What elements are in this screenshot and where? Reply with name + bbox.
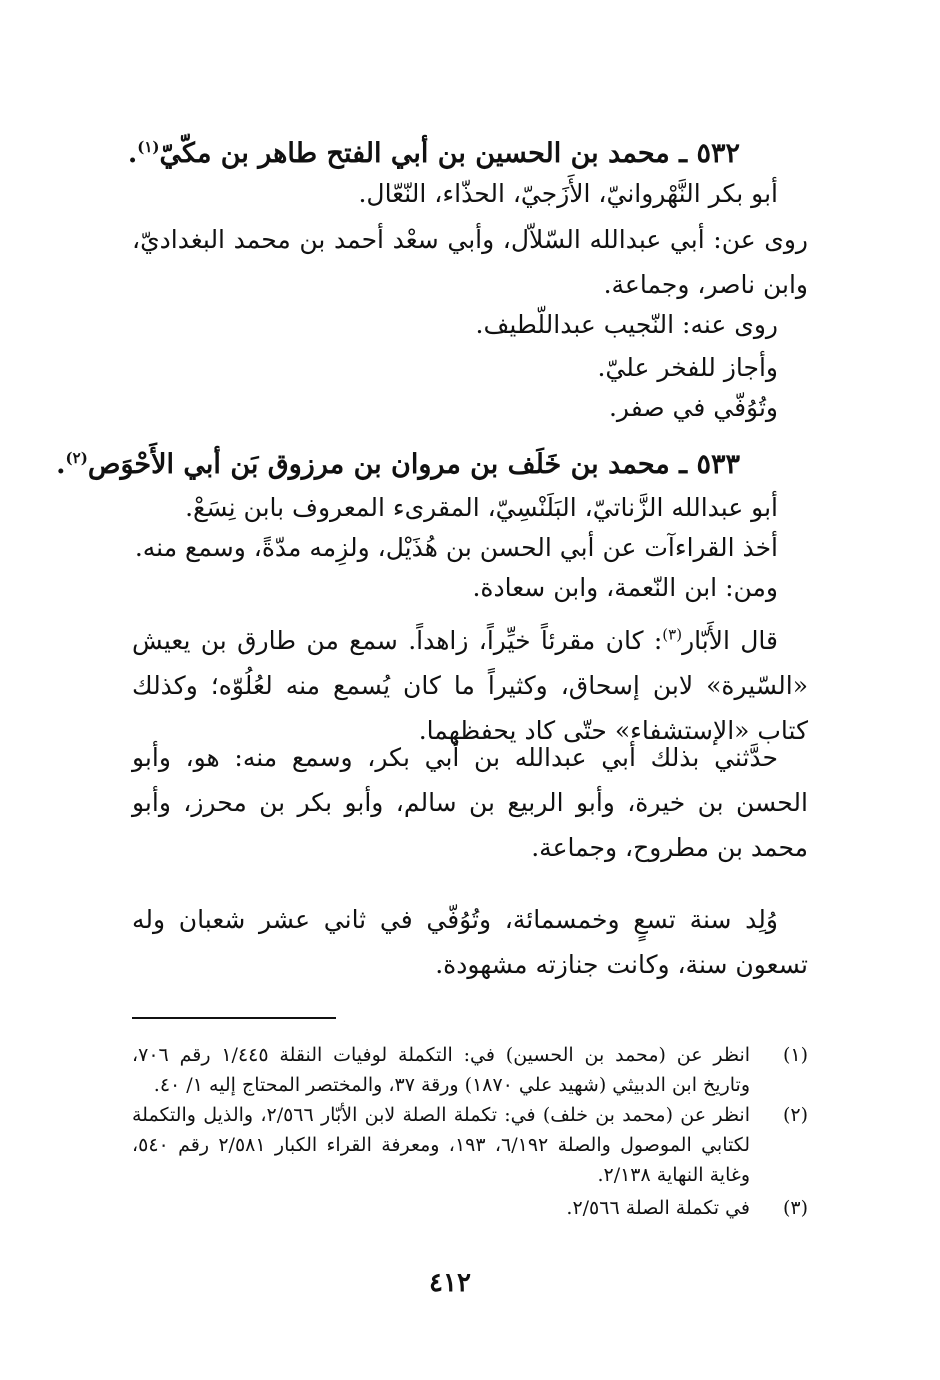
footnote-3: [132, 1193, 808, 1223]
entry-532-narrated-from: روى عن: أبي عبدالله السّلاّل، وأبي سعْد أحمد بن محمد البغداديّ، وابن ناصر، وجماعة.: [132, 225, 808, 299]
abbar-quote-start: قال الأَبّار: [682, 626, 778, 655]
entry-532-heading: [120, 140, 740, 167]
footnote-1-number: (١): [782, 1044, 808, 1066]
footnote-1: [132, 1040, 808, 1100]
footnote-3-text: في تكملة الصلة ٢/٥٦٦.: [566, 1197, 750, 1219]
footnote-ref-1: (١): [137, 138, 160, 156]
entry-533-from-him: ومن: ابن النّعمة، وابن سعادة.: [472, 573, 778, 602]
entry-532-heading-end: .: [127, 138, 138, 169]
footnote-divider: [132, 1017, 336, 1019]
footnote-ref-3: (٣): [662, 625, 683, 644]
entry-533-kunya: أبو عبدالله الزَّناتيّ، البَلَنْسِيّ، المقرىء المعروف بابن نِسَعْ.: [185, 493, 778, 522]
entry-532-permitted: وأجاز للفخر عليّ.: [597, 353, 778, 382]
entry-533-abbar-paragraph: [132, 618, 808, 753]
entry-532-death: وتُوُفّي في صفر.: [608, 393, 778, 422]
footnote-2: [132, 1100, 808, 1190]
entry-533-heading-text: ٥٣٣ ـ محمد بن خَلَف بن مروان بن مرزوق بَن أبي الأَحْوَص: [87, 449, 740, 480]
entry-532-heading-text: ٥٣٢ ـ محمد بن الحسين بن أبي الفتح طاهر بن مكّيّ: [159, 138, 740, 169]
footnote-2-text: انظر عن (محمد بن خلف) في: تكملة الصلة لابن الأبّار ٢/٥٦٦، والذيل والتكملة لكتابي الموصول والصلة ٦/١٩٢، ١٩٣، ومعرفة القراء الكبار ٢/٥٨١ رقم ٥٤٠، وغاية النهاية ٢/١٣٨.: [132, 1104, 751, 1186]
footnote-2-number: (٢): [782, 1104, 808, 1126]
footnote-3-number: (٣): [782, 1197, 808, 1219]
entry-532-kunya: أبو بكر النَّهْروانيّ، الأَزَجيّ، الحذّاء، النّعّال.: [358, 179, 778, 208]
page-number: ٤١٢: [429, 1268, 471, 1298]
footnote-ref-2: (٢): [65, 449, 88, 467]
entry-533-told-me-paragraph: حدَّثني بذلك أبي عبدالله بن أبي بكر، وسمع منه: هو، وأبو الحسن بن خيرة، وأبو الربيع بن سالم، وأبو بكر بن محرز، وأبو محمد بن مطروح، وجماعة.: [132, 743, 808, 862]
abbar-quote-rest: : كان مقرئاً خيِّراً، زاهداً. سمع من طارق بن يعيش «السّيرة» لابن إسحاق، وكثيراً ما كان يُسمع منه لعُلُوّه؛ وكذلك كتاب «الإستشفاء» حتّى كاد يحفظهما.: [132, 626, 808, 745]
entry-533-heading: [56, 449, 740, 480]
entry-533-heading-end: .: [56, 449, 66, 480]
entry-532-narrated-by: روى عنه: النّجيب عبداللّطيف.: [475, 310, 778, 339]
entry-533-readings: أخذ القراءآت عن أبي الحسن بن هُذَيْل، ولزِمه مدّةً، وسمع منه.: [134, 533, 778, 562]
footnote-1-text: انظر عن (محمد بن الحسين) في: التكملة لوفيات النقلة ١/٤٤٥ رقم ٧٠٦، وتاريخ ابن الدبيثي (شهيد علي ١٨٧٠) ورقة ٣٧، والمختصر المحتاج إليه ١/ ٤٠.: [132, 1044, 751, 1096]
entry-533-born-died-paragraph: وُلِد سنة تسعٍ وخمسمائة، وتُوُفّي في ثاني عشر شعبان وله تسعون سنة، وكانت جنازته مشهودة.: [132, 905, 808, 979]
